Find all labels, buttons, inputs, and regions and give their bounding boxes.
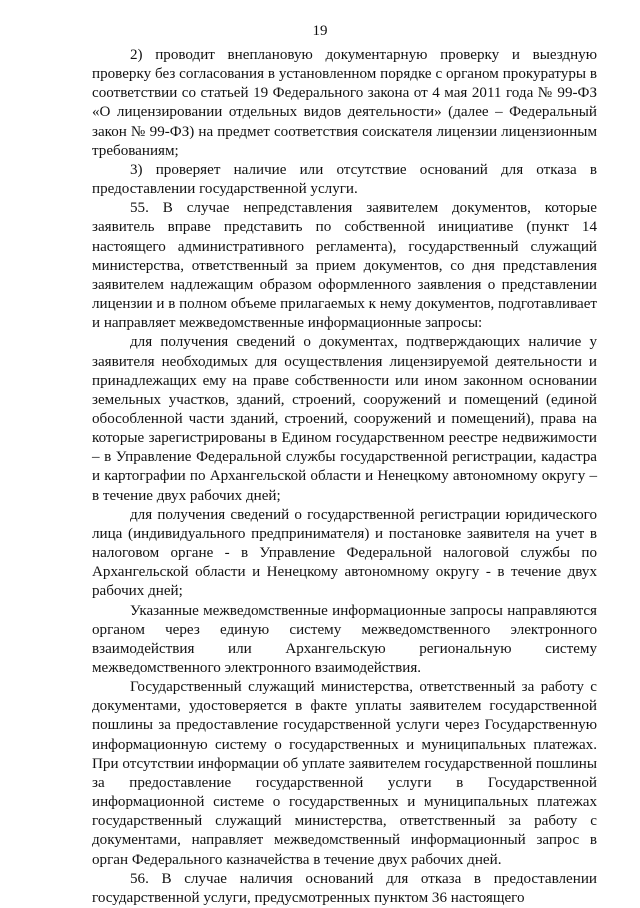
paragraph: 55. В случае непредставления заявителем документов, которые заявитель вправе представить по собственной инициативе (пункт 14 настоящего административного регламента), государственный служащий министерства, ответственный за прием документов, со дня представления заявителем надлежащим образом оформленного заявления о представлении лицензии и в полном объеме прилагаемых к нему документов, подготавливает и направляет межведомственные информационные запросы: <box>92 200 598 332</box>
paragraph: для получения сведений о документах, подтверждающих наличие у заявителя необходимых для осуществления лицензируемой деятельности и принадлежащих ему на праве собственности или ином законном основании земельных участков, зданий, строений, сооружений и помещений (единой обособленной части зданий, строений, сооружений и помещений), права на которые зарегистрированы в Едином государственном реестре недвижимости – в Управление Федеральной службы государственной регистрации, кадастра и картографии по Архангельской области и Ненецкому автономному округу – в течение двух рабочих дней; <box>92 334 597 504</box>
paragraph: для получения сведений о государственной регистрации юридического лица (индивидуального предпринимателя) и постановке заявителя на учет в налоговом органе - в Управление Федеральной налоговой службы по Архангельской области и Ненецкому автономному округу - в течение двух рабочих дней; <box>92 506 597 600</box>
paragraph: Государственный служащий министерства, ответственный за работу с документами, удостоверяется в факте уплаты заявителем государственной пошлины за предоставление государственной услуги через Государственную информационную систему о государственных и муниципальных платежах. При отсутствии информации об уплате заявителем государственной пошлины за предоставление государственной услуги в Государственной информационной системе о государственных и муниципальных платежах государственный служащий министерства, ответственный за работу с документами, направляет межведомственный информационный запрос в орган Федерального казначейства в течение двух рабочих дней. <box>92 679 597 868</box>
paragraph: 3) проверяет наличие или отсутствие оснований для отказа в предоставлении государственной услуги. <box>92 161 597 198</box>
paragraph: 2) проводит внеплановую документарную проверку и выездную проверку без согласования в установленном порядке с органом прокуратуры в соответствии со статьей 19 Федерального закона от 4 мая 2011 года № 99-ФЗ «О лицензировании отдельных видов деятельности» (далее – Федеральный закон № 99-ФЗ) на предмет соответствия соискателя лицензии лицензионным требованиям; <box>92 47 597 159</box>
document-body <box>92 46 597 908</box>
paragraph: Указанные межведомственные информационные запросы направляются органом через единую систему межведомственного электронного взаимодействия или Архангельскую региональную систему межведомственного электронного взаимодействия. <box>92 602 597 676</box>
page-number: 19 <box>312 23 328 39</box>
paragraph: 56. В случае наличия оснований для отказа в предоставлении государственной услуги, предусмотренных пунктом 36 настоящего <box>92 870 597 906</box>
